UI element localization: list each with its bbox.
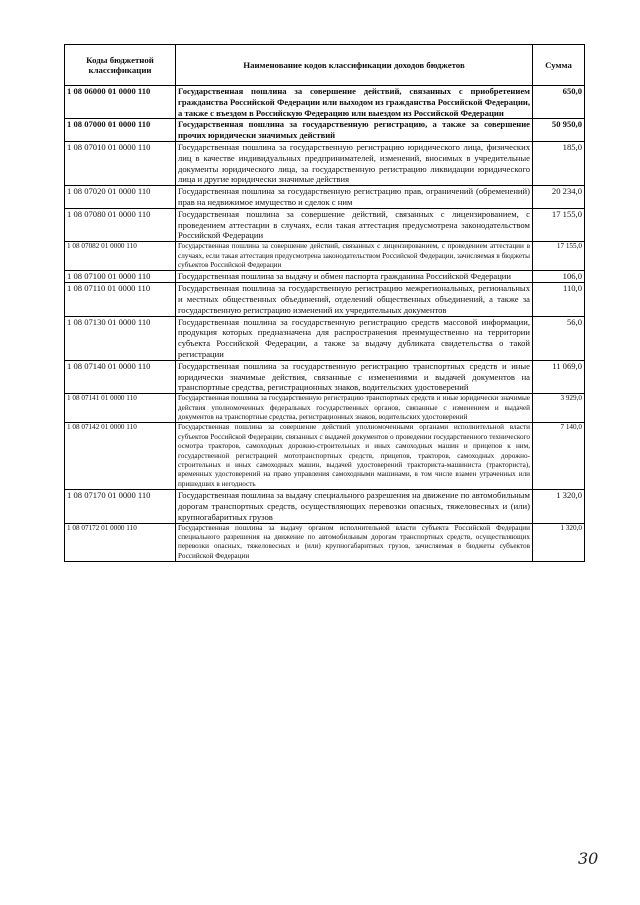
row-sum: 110,0 — [533, 283, 585, 316]
row-name: Государственная пошлина за совершение действий уполномоченными органами исполнительной власти субъектов Российской Федерации, связанных с выдачей документов о проведении государственного технического осмотра тракторов, самоходных дорожно-строительных и иных самоходных машин и прицепов к ним, государственной регистрацией мототранспортных средств, прицепов, тракторов, самоходных дорожно-строительных и иных самоходных машин, выдачей удостоверений тракториста-машиниста (тракториста), временных удостоверений на право управления самоходными машинами, в том числе взамен утраченных или пришедших в негодность — [176, 423, 533, 490]
row-sum: 56,0 — [533, 316, 585, 360]
row-name: Государственная пошлина за государственную регистрацию транспортных средств и иные юридически значимые действия уполномоченных федеральных государственных органов, связанные с изменением и выдачей документов на транспортные средства, регистрационных знаков, водительских удостоверений — [176, 394, 533, 423]
row-code: 1 08 06000 01 0000 110 — [65, 86, 176, 119]
table-row — [65, 141, 585, 185]
header-name: Наименование кодов классификации доходов бюджетов — [176, 45, 533, 86]
row-name: Государственная пошлина за совершение действий, связанных с лицензированием, с проведением аттестации в случаях, если такая аттестация предусмотрена законодательством Российской Федерации, зачисляемая в бюджеты субъектов Российской Федерации — [176, 242, 533, 271]
table-row — [65, 208, 585, 241]
row-name: Государственная пошлина за выдачу специального разрешения на движение по автомобильным дорогам транспортных средств, осуществляющих перевозки опасных, тяжеловесных и (или) крупногабаритных грузов — [176, 490, 533, 523]
row-name: Государственная пошлина за совершение действий, связанных с лицензированием, с проведением аттестации в случаях, если такая аттестация предусмотрена законодательством Российской Федерации — [176, 208, 533, 241]
table-row — [65, 360, 585, 393]
row-code: 1 08 07000 01 0000 110 — [65, 119, 176, 142]
table-row — [65, 186, 585, 209]
table-row — [65, 394, 585, 423]
table-row — [65, 86, 585, 119]
row-name: Государственная пошлина за государственную регистрацию юридического лица, физических лиц в качестве индивидуальных предпринимателей, изменений, вносимых в учредительные документы юридического лица, за государственную регистрацию ликвидации юридического лица и другие юридически значимые действия — [176, 141, 533, 185]
row-code: 1 08 07010 01 0000 110 — [65, 141, 176, 185]
table-row — [65, 423, 585, 490]
row-sum: 11 069,0 — [533, 360, 585, 393]
table-row — [65, 316, 585, 360]
row-code: 1 08 07170 01 0000 110 — [65, 490, 176, 523]
table-row — [65, 283, 585, 316]
row-code: 1 08 07142 01 0000 110 — [65, 423, 176, 490]
row-sum: 650,0 — [533, 86, 585, 119]
row-sum: 7 140,0 — [533, 423, 585, 490]
table-row — [65, 119, 585, 142]
row-sum: 1 320,0 — [533, 490, 585, 523]
row-sum: 185,0 — [533, 141, 585, 185]
row-name: Государственная пошлина за выдачу органом исполнительной власти субъекта Российской Федерации специального разрешения на движение по автомобильным дорогам транспортных средств, осуществляющих перевозки опасных, тяжеловесных и (или) крупногабаритных грузов, зачисляемая в бюджеты субъектов Российской Федерации — [176, 523, 533, 562]
row-sum: 106,0 — [533, 271, 585, 283]
row-sum: 17 155,0 — [533, 242, 585, 271]
table-row — [65, 523, 585, 562]
document-page — [64, 44, 584, 562]
header-sum: Сумма — [533, 45, 585, 86]
row-name: Государственная пошлина за государственную регистрацию прав, ограничений (обременений) прав на недвижимое имущество и сделок с ним — [176, 186, 533, 209]
row-name: Государственная пошлина за государственную регистрацию межрегиональных, региональных и местных общественных объединений, отделений общественных объединений, а также за государственную регистрацию изменений их учредительных документов — [176, 283, 533, 316]
row-code: 1 08 07141 01 0000 110 — [65, 394, 176, 423]
row-sum: 50 950,0 — [533, 119, 585, 142]
row-code: 1 08 07100 01 0000 110 — [65, 271, 176, 283]
row-name: Государственная пошлина за государственную регистрацию средств массовой информации, продукция которых предназначена для распространения преимущественно на территории субъекта Российской Федерации, а также за выдачу дубликата свидетельства о такой регистрации — [176, 316, 533, 360]
row-code: 1 08 07140 01 0000 110 — [65, 360, 176, 393]
table-header-row — [65, 45, 585, 86]
row-code: 1 08 07110 01 0000 110 — [65, 283, 176, 316]
row-sum: 20 234,0 — [533, 186, 585, 209]
row-name: Государственная пошлина за государственную регистрацию транспортных средств и иные юридически значимые действия, связанные с изменениями и выдачей документов на транспортные средства, регистрационных знаков, водительских удостоверений — [176, 360, 533, 393]
row-name: Государственная пошлина за выдачу и обмен паспорта гражданина Российской Федерации — [176, 271, 533, 283]
row-code: 1 08 07020 01 0000 110 — [65, 186, 176, 209]
row-sum: 1 320,0 — [533, 523, 585, 562]
row-name: Государственная пошлина за государственную регистрацию, а также за совершение прочих юридически значимых действий — [176, 119, 533, 142]
row-sum: 3 929,0 — [533, 394, 585, 423]
header-code: Коды бюджетной классификации — [65, 45, 176, 86]
row-code: 1 08 07130 01 0000 110 — [65, 316, 176, 360]
row-code: 1 08 07082 01 0000 110 — [65, 242, 176, 271]
page-number: 30 — [578, 849, 599, 868]
table-row — [65, 490, 585, 523]
row-sum: 17 155,0 — [533, 208, 585, 241]
row-code: 1 08 07172 01 0000 110 — [65, 523, 176, 562]
revenue-classification-table — [64, 44, 585, 562]
table-row — [65, 271, 585, 283]
table-row — [65, 242, 585, 271]
row-name: Государственная пошлина за совершение действий, связанных с приобретением гражданства Российской Федерации или выходом из гражданства Российской Федерации, а также с въездом в Российскую Федерацию или выездом из Российской Федерации — [176, 86, 533, 119]
row-code: 1 08 07080 01 0000 110 — [65, 208, 176, 241]
